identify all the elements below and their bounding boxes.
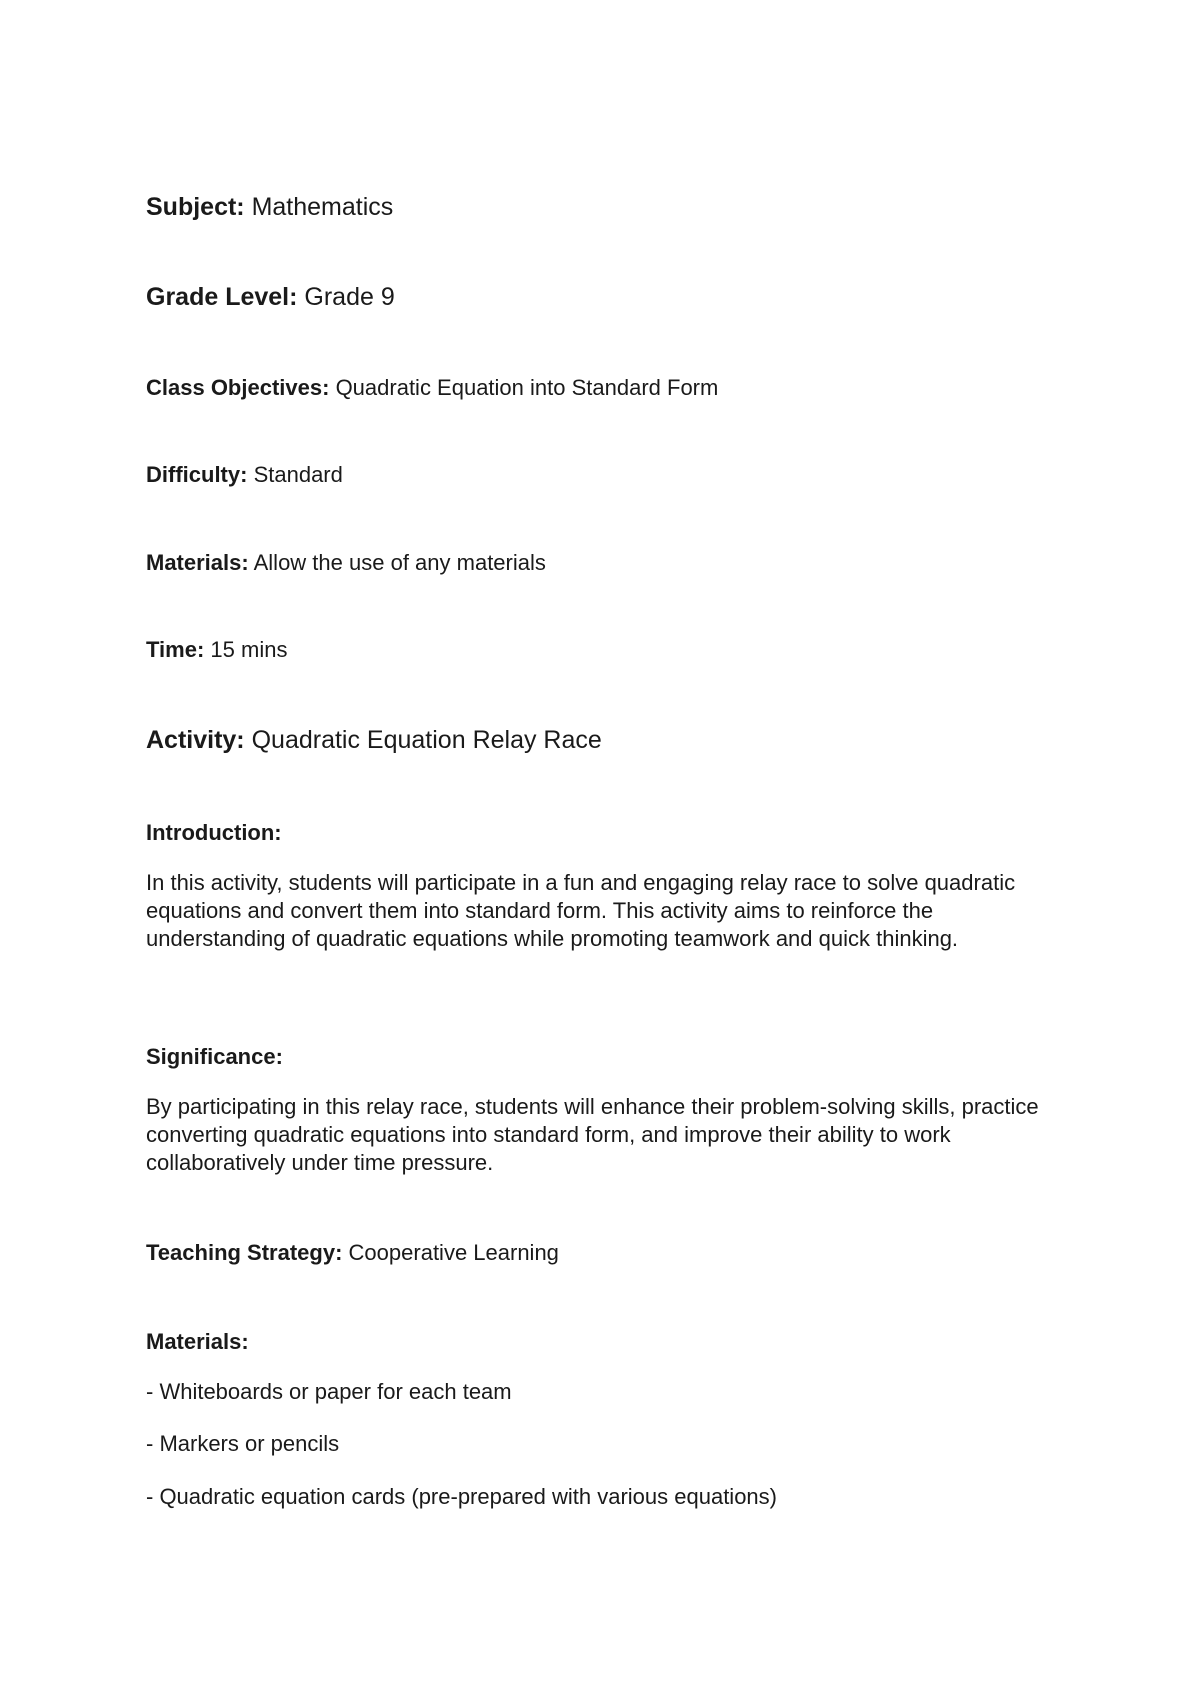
list-item: - Markers or pencils	[146, 1431, 340, 1456]
materials-heading: Materials:	[146, 1329, 249, 1354]
time-line	[146, 637, 287, 663]
difficulty-value: Standard	[253, 462, 343, 487]
list-item: - Quadratic equation cards (pre-prepared with various equations)	[146, 1484, 777, 1509]
subject-label: Subject:	[146, 193, 245, 221]
grade-level-label: Grade Level:	[146, 283, 298, 311]
grade-level-value: Grade 9	[304, 283, 395, 311]
introduction-body: In this activity, students will participate in a fun and engaging relay race to solve quadratic equations and convert them into standard form. This activity aims to reinforce the understanding of quadratic equations while promoting teamwork and quick thinking.	[146, 870, 1016, 951]
time-value: 15 mins	[210, 637, 288, 662]
activity-label: Activity:	[146, 726, 245, 754]
activity-line	[146, 726, 602, 755]
class-objectives-value: Quadratic Equation into Standard Form	[335, 375, 719, 400]
difficulty-label: Difficulty:	[146, 462, 248, 487]
significance-heading: Significance:	[146, 1044, 283, 1069]
materials-summary-value: Allow the use of any materials	[253, 550, 546, 575]
class-objectives-label: Class Objectives:	[146, 375, 330, 400]
subject-line	[146, 193, 393, 222]
materials-summary-label: Materials:	[146, 550, 249, 575]
teaching-strategy-line	[146, 1240, 559, 1266]
time-label: Time:	[146, 637, 205, 662]
subject-value: Mathematics	[251, 193, 394, 221]
teaching-strategy-label: Teaching Strategy:	[146, 1240, 343, 1265]
materials-summary-line	[146, 550, 546, 576]
difficulty-line	[146, 462, 343, 488]
list-item: - Whiteboards or paper for each team	[146, 1379, 512, 1404]
class-objectives-line	[146, 375, 718, 401]
grade-level-line	[146, 283, 395, 312]
significance-body: By participating in this relay race, students will enhance their problem-solving skills, practice converting quadratic equations into standard form, and improve their ability to work collaboratively under time pressure.	[146, 1094, 1039, 1175]
activity-value: Quadratic Equation Relay Race	[251, 726, 602, 754]
introduction-heading: Introduction:	[146, 820, 282, 845]
teaching-strategy-value: Cooperative Learning	[348, 1240, 559, 1265]
